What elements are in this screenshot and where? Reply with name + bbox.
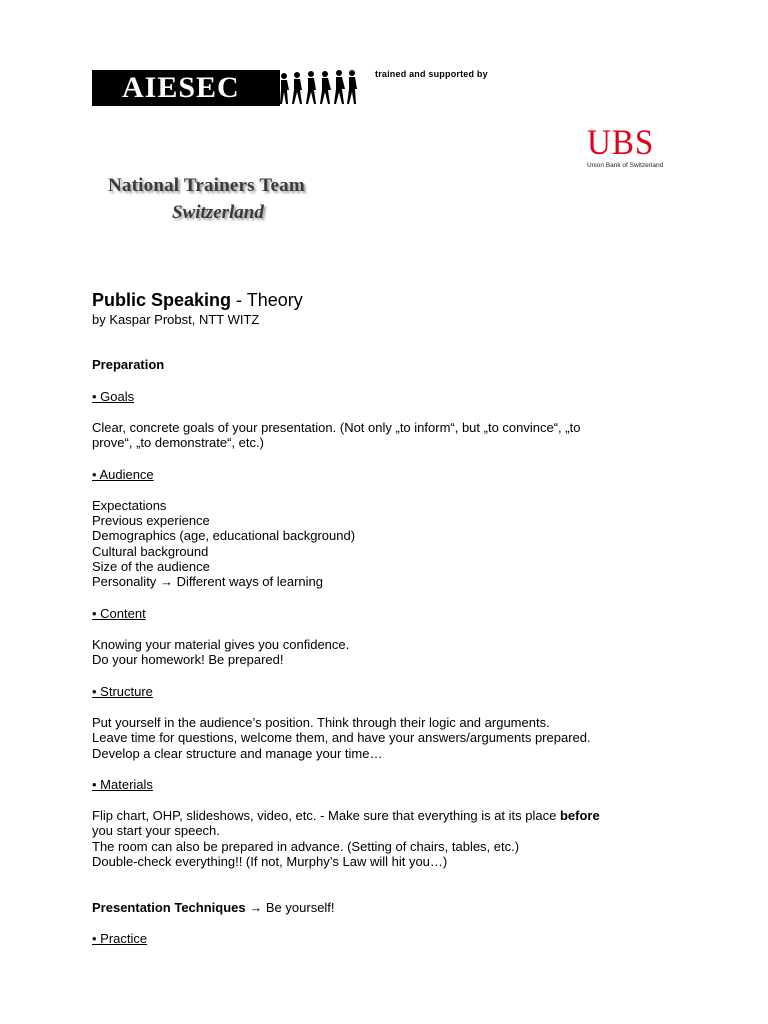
byline: by Kaspar Probst, NTT WITZ	[92, 312, 260, 327]
materials-heading: • Materials	[92, 777, 153, 792]
techniques-heading-rest: Be yourself!	[265, 900, 335, 915]
title-rest: - Theory	[231, 290, 303, 310]
page-title	[92, 290, 303, 310]
ntt-title: National Trainers Team	[108, 175, 305, 196]
content-text-line: Do your homework! Be prepared!	[92, 652, 284, 667]
materials-text-line: The room can also be prepared in advance. (Setting of chairs, tables, etc.)	[92, 839, 520, 854]
arrow-right-icon: →	[249, 900, 263, 915]
materials-text-line: Double-check everything!! (If not, Murphy’s Law will hit you…)	[92, 854, 448, 869]
trained-by-text: trained and supported by	[375, 69, 488, 79]
title-bold: Public Speaking	[92, 290, 232, 310]
aiesec-logo	[92, 70, 362, 106]
audience-item: Previous experience	[92, 513, 210, 528]
audience-heading: • Audience	[92, 467, 154, 482]
personality-detail: Different ways of learning	[176, 574, 324, 589]
materials-text-line: you start your speech.	[92, 823, 220, 838]
audience-item: Cultural background	[92, 544, 209, 559]
ntt-subtitle: Switzerland	[172, 202, 264, 223]
structure-text-line: Develop a clear structure and manage your time…	[92, 746, 383, 761]
arrow-right-icon: →	[159, 574, 173, 589]
audience-item: Demographics (age, educational background)	[92, 528, 356, 543]
personality-label: Personality	[92, 574, 157, 589]
content-text-line: Knowing your material gives you confidence.	[92, 637, 350, 652]
content-heading: • Content	[92, 606, 146, 621]
goals-text-line: Clear, concrete goals of your presentation. (Not only „to inform“, but „to convince“, „to	[92, 420, 581, 435]
structure-heading: • Structure	[92, 684, 153, 699]
preparation-heading: Preparation	[92, 357, 165, 372]
ubs-logo-subtitle: Union Bank of Switzerland	[587, 162, 664, 169]
goals-heading: • Goals	[92, 389, 135, 404]
practice-heading: • Practice	[92, 931, 148, 946]
techniques-heading	[92, 900, 335, 915]
structure-text-line: Put yourself in the audience’s position. Think through their logic and arguments.	[92, 715, 550, 730]
ubs-logo-text: UBS	[587, 122, 655, 162]
techniques-heading-bold: Presentation Techniques	[92, 900, 246, 915]
materials-text-line	[92, 808, 600, 823]
audience-item: Size of the audience	[92, 559, 210, 574]
aiesec-logo-text: AIESEC	[122, 71, 240, 104]
walking-people-icon	[278, 70, 358, 106]
ubs-logo	[586, 124, 676, 172]
audience-item-personality	[92, 574, 323, 589]
goals-text-line: prove“, „to demonstrate“, etc.)	[92, 435, 264, 450]
materials-emphasis: before	[559, 808, 600, 823]
audience-item: Expectations	[92, 498, 167, 513]
structure-text-line: Leave time for questions, welcome them, and have your answers/arguments prepared.	[92, 730, 591, 745]
materials-text-part: Flip chart, OHP, slideshows, video, etc. - Make sure that everything is at its place	[92, 808, 560, 823]
